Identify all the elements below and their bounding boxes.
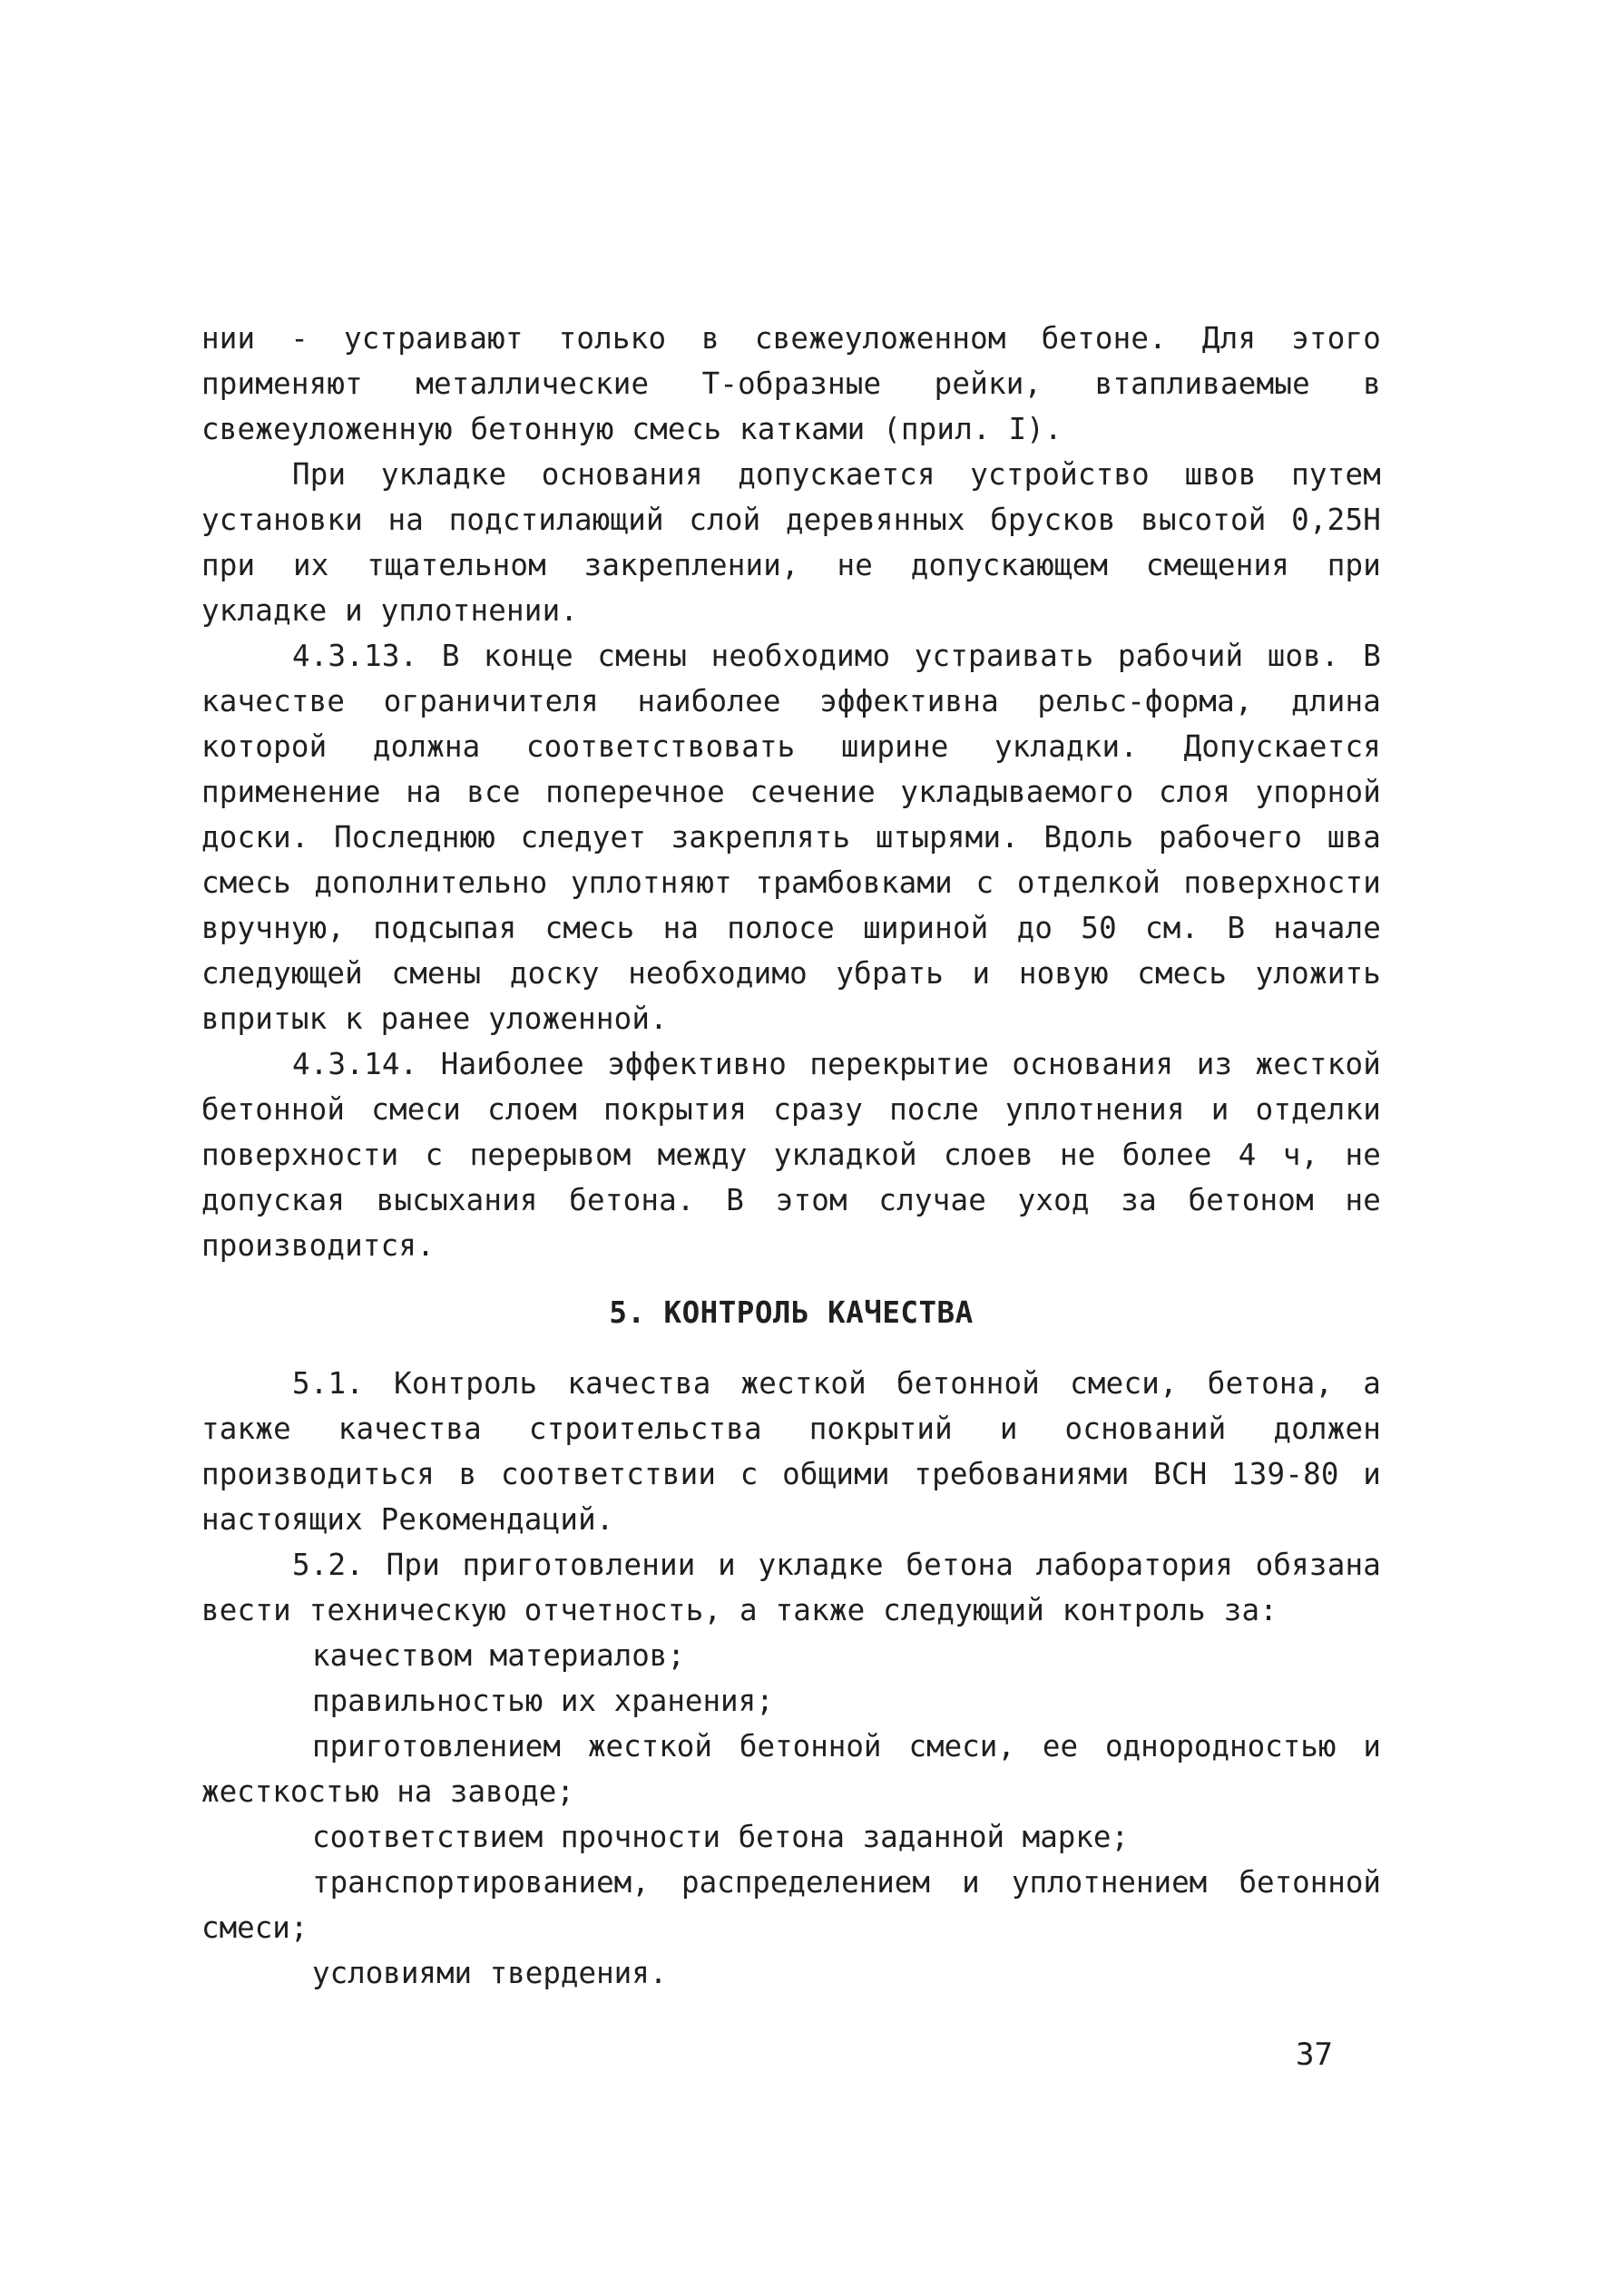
control-item: правильностью их хранения; xyxy=(312,1684,774,1718)
paragraph-5-2: 5.2. При приготовлении и укладке бетона лаборатория обязана вести техническую отчетность, а также следующий контроль за: xyxy=(201,1548,1381,1627)
control-item: качеством материалов; xyxy=(312,1638,685,1673)
paragraph-continuation: нии - устраивают только в свежеуложенном бетоне. Для этого применяют металлические Т-образные рейки, втапливаемые в свежеуложенную бетонную смесь катками (прил. I). xyxy=(201,321,1381,446)
control-item: транспортированием, распределением и уплотнением бетонной смеси; xyxy=(201,1865,1381,1945)
paragraph-4-3-13: 4.3.13. В конце смены необходимо устраивать рабочий шов. В качестве ограничителя наиболее эффективна рельс-форма, длина которой должна соответствовать ширине укладки. Допускается применение на все поперечное сечение укладываемого слоя упорной доски. Последнюю следует закреплять штырями. Вдоль рабочего шва смесь дополнительно уплотняют трамбовками с отделкой поверхности вручную, подсыпая смесь на полосе шириной до 50 см. В начале следующей смены доску необходимо убрать и новую смесь уложить впритык к ранее уложенной. xyxy=(201,639,1381,1036)
control-item: приготовлением жесткой бетонной смеси, ее однородностью и жесткостью на заводе; xyxy=(201,1729,1381,1809)
paragraph-joints: При укладке основания допускается устройство швов путем установки на подстилающий слой деревянных брусков высотой 0,25Н при их тщательном закреплении, не допускающем смещения при укладке и уплотнении. xyxy=(201,457,1381,628)
body-text xyxy=(201,316,1381,1996)
control-item: соответствием прочности бетона заданной марке; xyxy=(312,1820,1130,1854)
control-item: условиями твердения. xyxy=(312,1956,668,1990)
page-number: 37 xyxy=(1296,2037,1333,2073)
section-heading: 5. КОНТРОЛЬ КАЧЕСТВА xyxy=(609,1295,974,1330)
paragraph-4-3-14: 4.3.14. Наиболее эффективно перекрытие основания из жесткой бетонной смеси слоем покрытия сразу после уплотнения и отделки поверхности с перерывом между укладкой слоев не более 4 ч, не допуская высыхания бетона. В этом случае уход за бетоном не производится. xyxy=(201,1047,1381,1263)
paragraph-5-1: 5.1. Контроль качества жесткой бетонной смеси, бетона, а также качества строительства покрытий и оснований должен производиться в соответствии с общими требованиями ВСН 139-80 и настоящих Рекомендаций. xyxy=(201,1366,1381,1537)
